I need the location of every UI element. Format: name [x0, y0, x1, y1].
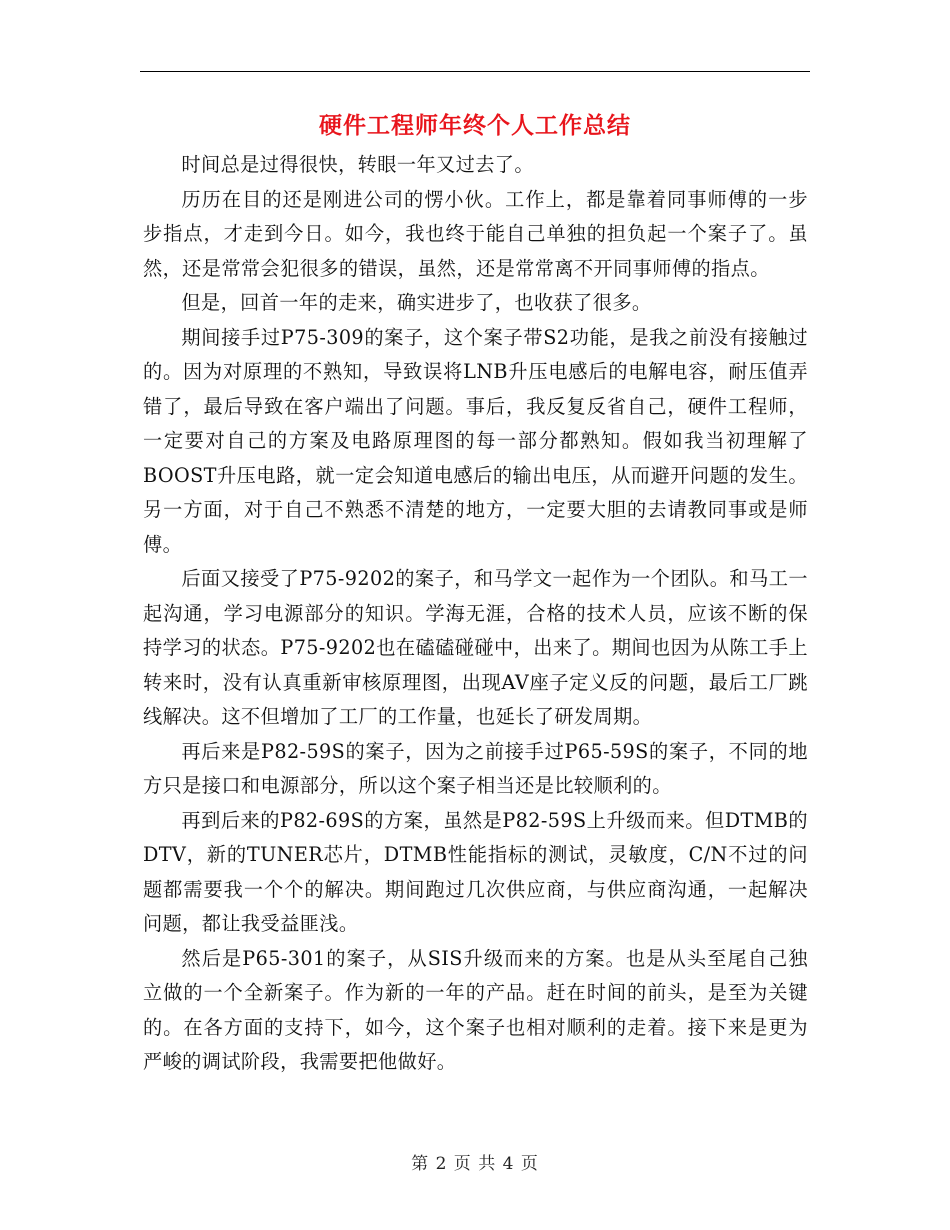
- document-body: [143, 148, 808, 1080]
- paragraph: 但是，回首一年的走来，确实进步了，也收获了很多。: [181, 291, 652, 314]
- paragraph: 期间接手过P75-309的案子，这个案子带S2功能，是我之前没有接触过的。因为对原理的不熟知，导致误将LNB升压电感后的电解电容，耐压值弄错了，最后导致在客户端出了问题。事后，我反复反省自己，硬件工程师，一定要对自己的方案及电路原理图的每一部分都熟知。假如我当初理解了BOOST升压电路，就一定会知道电感后的输出电压，从而避开问题的发生。另一方面，对于自己不熟悉不清楚的地方，一定要大胆的去请教同事或是师傅。: [143, 325, 808, 556]
- paragraph: 历历在目的还是刚进公司的愣小伙。工作上，都是靠着同事师傅的一步步指点，才走到今日。如今，我也终于能自己单独的担负起一个案子了。虽然，还是常常会犯很多的错误，虽然，还是常常离不开同事师傅的指点。: [143, 187, 808, 280]
- paragraph: 时间总是过得很快，转眼一年又过去了。: [181, 153, 534, 176]
- paragraph: 然后是P65-301的案子，从SIS升级而来的方案。也是从头至尾自己独立做的一个全新案子。作为新的一年的产品。赶在时间的前头，是至为关键的。在各方面的支持下，如今，这个案子也相对顺利的走着。接下来是更为严峻的调试阶段，我需要把他做好。: [143, 946, 808, 1073]
- paragraph: 再后来是P82-59S的案子，因为之前接手过P65-59S的案子，不同的地方只是接口和电源部分，所以这个案子相当还是比较顺利的。: [143, 739, 808, 797]
- header-rule: [140, 71, 810, 72]
- paragraph: 再到后来的P82-69S的方案，虽然是P82-59S上升级而来。但DTMB的DTV，新的TUNER芯片，DTMB性能指标的测试，灵敏度，C/N不过的问题都需要我一个个的解决。期间跑过几次供应商，与供应商沟通，一起解决问题，都让我受益匪浅。: [143, 808, 808, 935]
- page-number-footer: 第 2 页 共 4 页: [411, 1154, 539, 1174]
- paragraph: 后面又接受了P75-9202的案子，和马学文一起作为一个团队。和马工一起沟通，学习电源部分的知识。学海无涯，合格的技术人员，应该不断的保持学习的状态。P75-9202也在磕磕碰碰中，出来了。期间也因为从陈工手上转来时，没有认真重新审核原理图，出现AV座子定义反的问题，最后工厂跳线解决。这不但增加了工厂的工作量，也延长了研发周期。: [143, 567, 808, 728]
- document-title: 硬件工程师年终个人工作总结: [319, 112, 631, 139]
